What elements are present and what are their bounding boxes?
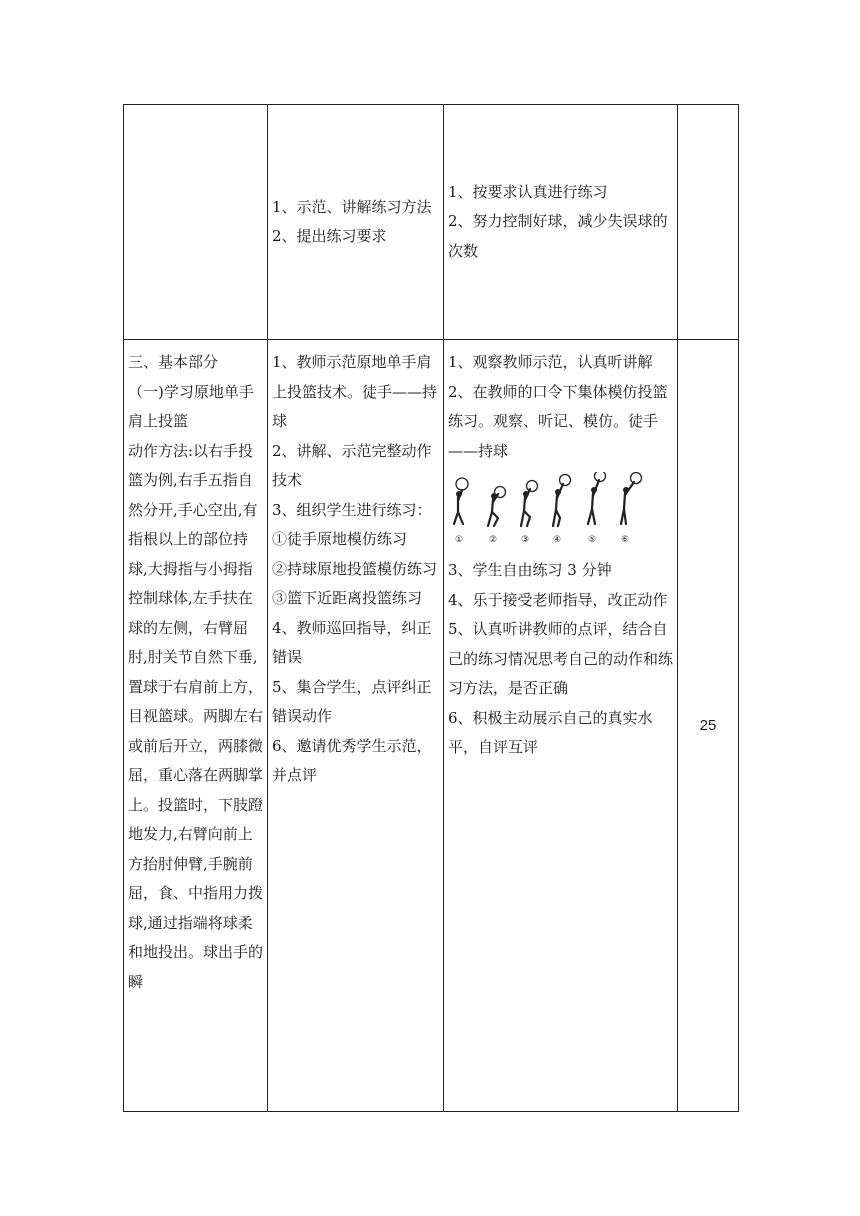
player-figure <box>588 472 606 524</box>
teacher-activity-item: 2、讲解、示范完整动作技术 <box>272 441 432 489</box>
student-activity-item: 1、按要求认真进行练习 <box>448 182 608 201</box>
teacher-activity-cell <box>268 340 444 1112</box>
teacher-activity-item: ②持球原地投篮模仿练习 <box>272 559 438 578</box>
student-activity-item: 2、在教师的口令下集体模仿投篮练习。观察、听记、模仿。徒手——持球 <box>448 382 668 460</box>
figure-label: ⑤ <box>587 535 597 545</box>
figure-label: ② <box>488 535 498 545</box>
figure-label: ③ <box>520 535 530 545</box>
method-description: 动作方法:以右手投篮为例,右手五指自然分开,手心空出,有指根以上的部位持球,大拇指与小拇指控制球体,左手扶在球的左侧，右臂屈肘,肘关节自然下垂,置球于右肩前上方，目视篮球。两脚左右或前后开立，两膝微屈，重心落在两脚掌上。投篮时，下肢蹬地发力,右臂向前上方抬肘伸臂,手腕前屈，食、中指用力拨球,通过指端将球柔和地投出。球出手的瞬 <box>128 441 264 991</box>
figure-label: ⑥ <box>620 535 630 545</box>
student-activity-item: 3、学生自由练习 3 分钟 <box>448 561 612 579</box>
lesson-plan-table <box>123 104 739 1112</box>
teacher-activity-item: ③篮下近距离投篮练习 <box>272 589 423 607</box>
student-activity-cell <box>444 340 678 1112</box>
student-activity-item: 4、乐于接受老师指导，改正动作 <box>448 590 668 609</box>
teacher-activity-item: 3、组织学生进行练习： <box>272 500 432 519</box>
teacher-activity-cell <box>268 105 444 340</box>
table-row <box>124 105 739 340</box>
time-cell <box>678 105 739 340</box>
player-figure <box>621 473 642 525</box>
teacher-activity-item: 1、示范、讲解练习方法 <box>272 197 432 216</box>
content-cell <box>124 105 268 340</box>
table-row <box>124 340 739 1112</box>
teacher-activity-item: 1、教师示范原地单手肩上投篮技术。徒手——持球 <box>272 353 438 430</box>
player-figure <box>488 487 506 527</box>
teacher-activity-item: 4、教师巡回指导，纠正错误 <box>272 618 432 666</box>
teacher-activity-item: 2、提出练习要求 <box>272 227 387 245</box>
player-figure <box>454 478 468 524</box>
figure-label: ④ <box>552 535 562 545</box>
figure-label: ① <box>454 535 464 545</box>
section-heading: 三、基本部分 <box>128 353 219 371</box>
subsection-heading: （一)学习原地单手肩上投篮 <box>128 382 254 430</box>
student-activity-item: 5、认真听讲教师的点评，结合自己的练习情况思考自己的动作和练习方法，是否正确 <box>448 620 674 697</box>
player-figure <box>553 475 571 527</box>
teacher-activity-item: 6、邀请优秀学生示范，并点评 <box>272 736 432 784</box>
content-cell <box>124 340 268 1112</box>
student-activity-item: 2、努力控制好球，减少失误球的次数 <box>448 212 668 260</box>
time-cell: 25 <box>678 340 739 1112</box>
teacher-activity-item: ①徒手原地模仿练习 <box>272 530 408 548</box>
student-activity-cell <box>444 105 678 340</box>
student-activity-item: 1、观察教师示范，认真听讲解 <box>448 353 653 371</box>
shooting-sequence-illustration <box>450 472 672 548</box>
teacher-activity-item: 5、集合学生，点评纠正错误动作 <box>272 677 432 725</box>
player-figure <box>521 481 538 527</box>
student-activity-item: 6、积极主动展示自己的真实水平，自评互评 <box>448 708 653 756</box>
